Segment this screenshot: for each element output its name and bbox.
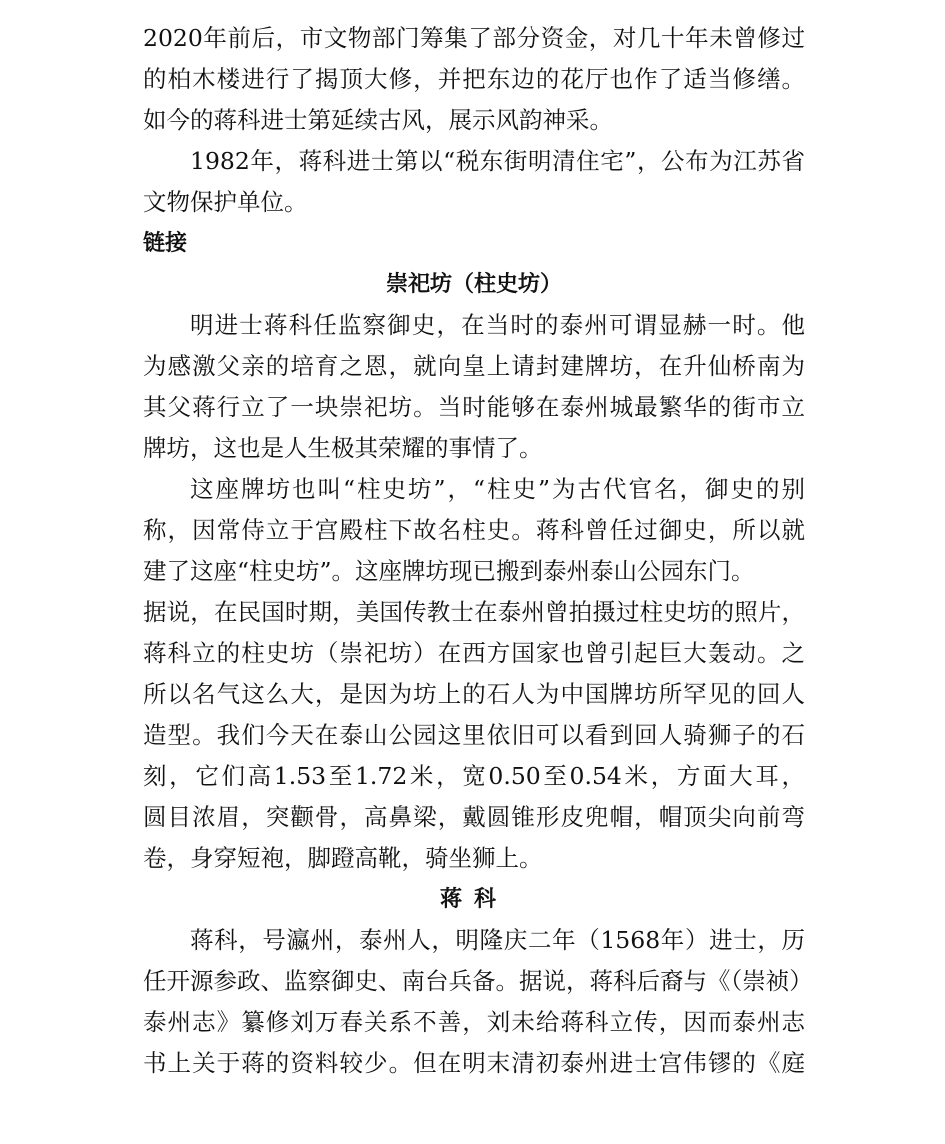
- paragraph-line: 如今的蒋科进士第延续古风，展示风韵神采。: [143, 106, 613, 134]
- paragraph-line: 为感激父亲的培育之恩，就向皇上请封建牌坊，在升仙桥南为: [143, 352, 805, 380]
- paragraph-line: 据说，在民国时期，美国传教士在泰州曾拍摄过柱史坊的照片，: [143, 598, 805, 626]
- paragraph-line: 明进士蒋科任监察御史，在当时的泰州可谓显赫一时。他: [190, 311, 805, 339]
- paragraph-line: 称，因常侍立于宫殿柱下故名柱史。蒋科曾任过御史，所以就: [143, 516, 805, 544]
- paragraph-line: 建了这座“柱史坊”。这座牌坊现已搬到泰州泰山公园东门。: [143, 557, 755, 585]
- paragraph-line: 1982年，蒋科进士第以“税东街明清住宅”，公布为江苏省: [190, 147, 805, 175]
- paragraph-line: 文物保护单位。: [143, 188, 308, 216]
- paragraph-line: 牌坊，这也是人生极其荣耀的事情了。: [143, 434, 543, 462]
- paragraph-line: 所以名气这么大，是因为坊上的石人为中国牌坊所罕见的回人: [143, 680, 805, 708]
- paragraph-line: 这座牌坊也叫“柱史坊”，“柱史”为古代官名，御史的别: [190, 475, 805, 503]
- paragraph-line: 刻，它们高1.53至1.72米，宽0.50至0.54米，方面大耳，: [143, 762, 805, 790]
- paragraph-line: 蒋科，号瀛州，泰州人，明隆庆二年（1568年）进士，历: [190, 926, 805, 954]
- document-page: [143, 18, 813, 1084]
- paragraph-line: 书上关于蒋的资料较少。但在明末清初泰州进士宫伟镠的《庭: [143, 1049, 805, 1077]
- paragraph-line: 任开源参政、监察御史、南台兵备。据说，蒋科后裔与《（崇祯）: [143, 967, 813, 995]
- section-heading-jiang-ke: 蒋科: [439, 887, 508, 912]
- paragraph-line: 其父蒋行立了一块崇祀坊。当时能够在泰州城最繁华的街市立: [143, 393, 805, 421]
- paragraph-line: 2020年前后，市文物部门筹集了部分资金，对几十年未曾修过: [143, 24, 805, 52]
- paragraph-line: 卷，身穿短袍，脚蹬高靴，骑坐狮上。: [143, 844, 543, 872]
- paragraph-line: 造型。我们今天在泰山公园这里依旧可以看到回人骑狮子的石: [143, 721, 805, 749]
- section-heading-chongsi-fang: 崇祀坊（柱史坊）: [385, 272, 562, 297]
- paragraph-line: 圆目浓眉，突颧骨，高鼻梁，戴圆锥形皮兜帽，帽顶尖向前弯: [143, 803, 805, 831]
- paragraph-line: 蒋科立的柱史坊（崇祀坊）在西方国家也曾引起巨大轰动。之: [143, 639, 805, 667]
- section-label-link: 链接: [143, 231, 188, 256]
- paragraph-line: 泰州志》纂修刘万春关系不善，刘未给蒋科立传，因而泰州志: [143, 1008, 805, 1036]
- paragraph-line: 的柏木楼进行了揭顶大修，并把东边的花厅也作了适当修缮。: [143, 65, 805, 93]
